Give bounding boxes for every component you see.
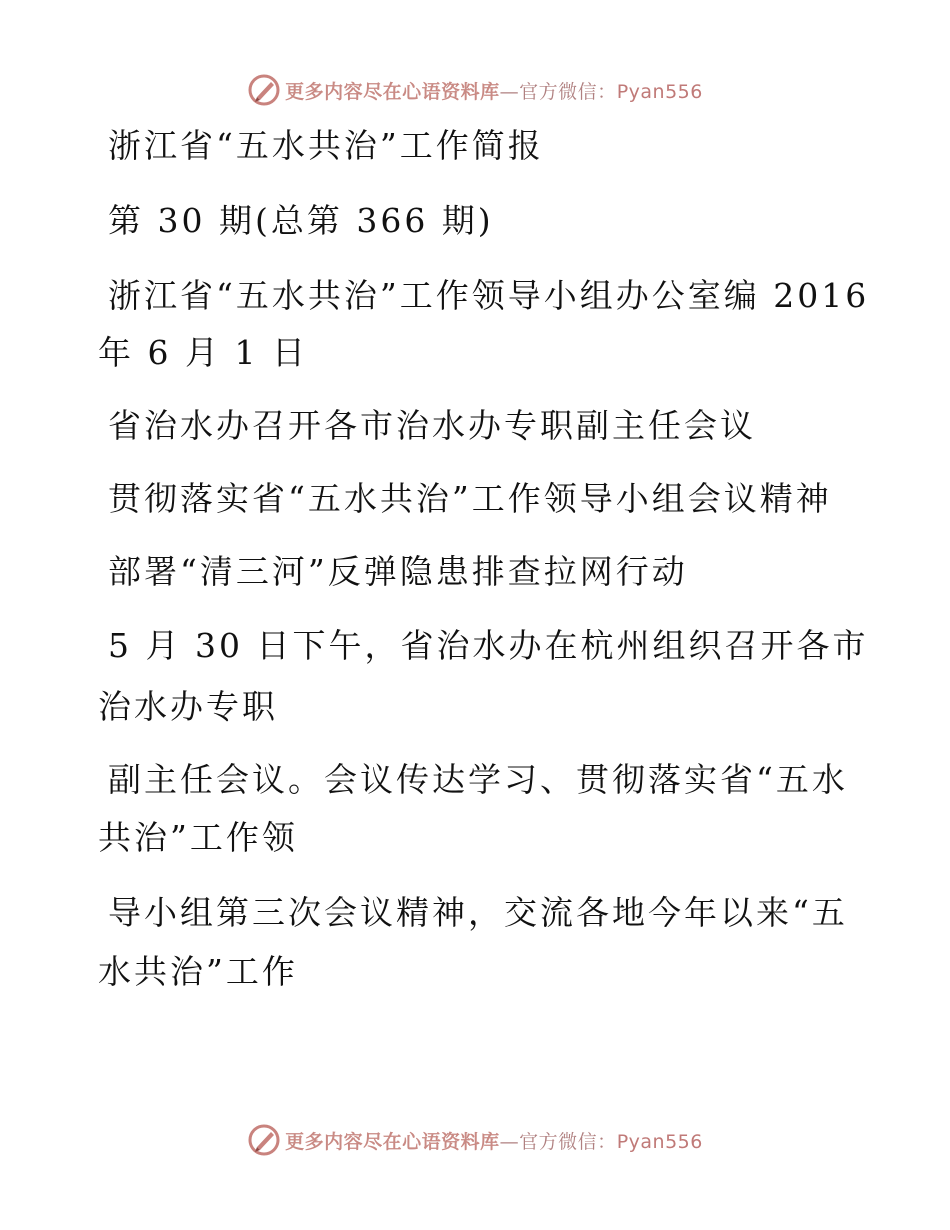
watermark-separator: —官方微信： [499, 80, 617, 103]
body-paragraph-line: 5 月 30 日下午，省治水办在杭州组织召开各市 [108, 626, 869, 665]
body-paragraph-line: 导小组第三次会议精神，交流各地今年以来“五 [108, 893, 848, 932]
watermark-main: 更多内容尽在心语资料库 [285, 80, 500, 103]
watermark-id: Pyan556 [616, 1130, 703, 1153]
body-paragraph-line: 副主任会议。会议传达学习、贯彻落实省“五水 [108, 760, 848, 799]
body-paragraph-line: 共治”工作领 [98, 818, 298, 857]
issue-number: 第 30 期(总第 366 期) [108, 201, 494, 240]
document-title: 浙江省“五水共治”工作简报 [108, 126, 544, 165]
body-paragraph-line: 治水办专职 [98, 687, 278, 726]
pen-logo-icon [247, 1123, 281, 1157]
watermark-main: 更多内容尽在心语资料库 [285, 1130, 500, 1153]
date-line: 年 6 月 1 日 [98, 333, 308, 372]
headline-sub: 贯彻落实省“五水共治”工作领导小组会议精神 [108, 479, 832, 518]
footer-watermark-banner [0, 1120, 950, 1160]
headline-main: 省治水办召开各市治水办专职副主任会议 [108, 406, 756, 445]
body-paragraph-line: 水共治”工作 [98, 952, 298, 991]
header-watermark-banner [0, 70, 950, 110]
pen-logo-icon [247, 73, 281, 107]
watermark-text [285, 1127, 703, 1154]
watermark-separator: —官方微信： [499, 1130, 617, 1153]
watermark-id: Pyan556 [616, 80, 703, 103]
watermark-text [285, 77, 703, 104]
editor-line: 浙江省“五水共治”工作领导小组办公室编 2016 [108, 276, 870, 315]
headline-sub: 部署“清三河”反弹隐患排查拉网行动 [108, 552, 688, 591]
